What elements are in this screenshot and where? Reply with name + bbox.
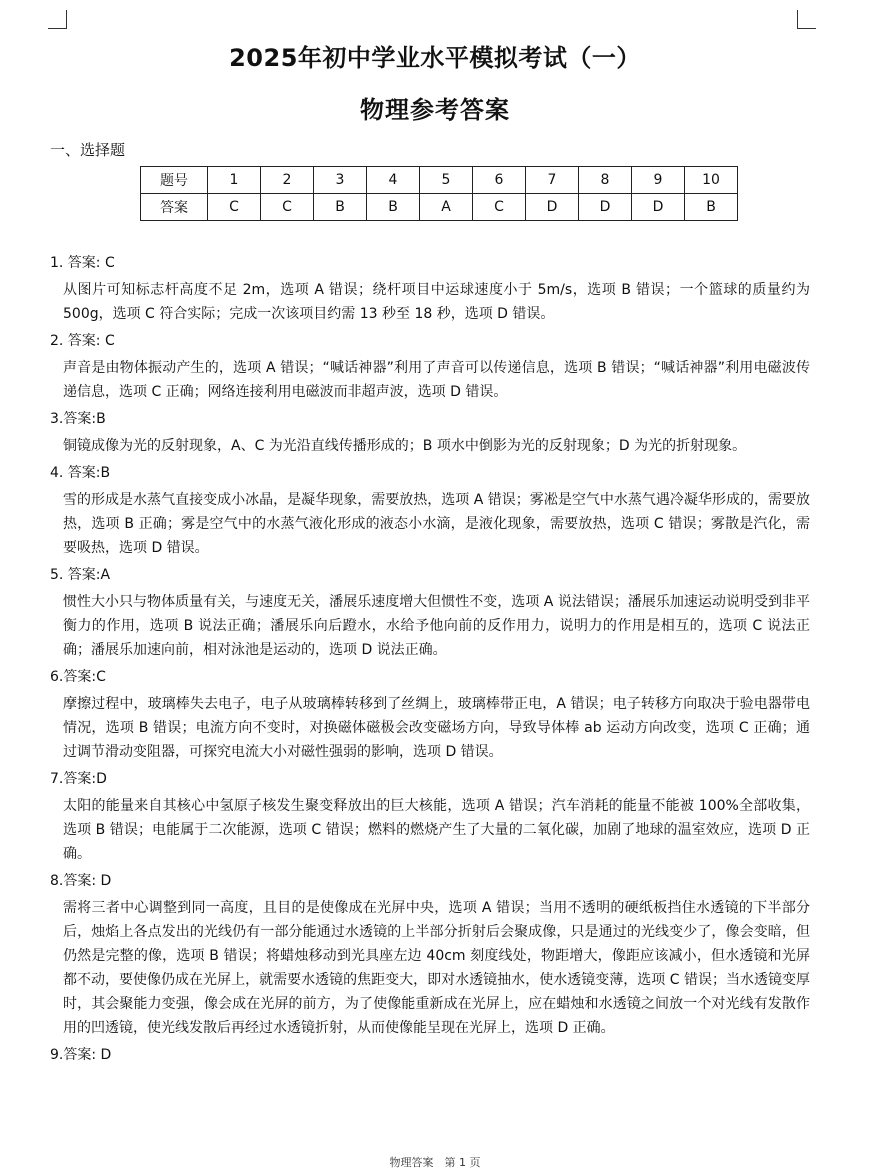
answer-explanation: 从图片可知标志杆高度不足 2m，选项 A 错误；绕杆项目中运球速度小于 5m/s，选项 B 错误；一个篮球的质量约为 500g，选项 C 符合实际；完成一次该项目约需 13 秒至 18 秒，选项 D 错误。 — [63, 282, 810, 322]
table-cell-answer: C — [473, 194, 526, 221]
answer-explanation: 需将三者中心调整到同一高度，且目的是使像成在光屏中央，选项 A 错误；当用不透明的硬纸板挡住水透镜的下半部分后，烛焰上各点发出的光线仍有一部分能通过水透镜的上半部分折射后会聚成像，只是通过的光线变少了，像会变暗，但仍然是完整的像，选项 B 错误；将蜡烛移动到光具座左边 40cm 刻度线处，物距增大，像距应该减小，但水透镜和光屏都不动，要使像仍成在光屏上，就需要水透镜的焦距变大，即对水透镜抽水，使水透镜变薄，选项 C 错误；当水透镜变厚时，其会聚能力变强，像会成在光屏的前方，为了使像能重新成在光屏上，应在蜡烛和水透镜之间放一个对光线有发散作用的凹透镜，使光线发散后再经过水透镜折射，从而使像能呈现在光屏上，选项 D 正确。 — [63, 900, 810, 1036]
table-row-answers — [141, 194, 738, 221]
table-cell-number: 4 — [367, 167, 420, 194]
answer-heading: 3.答案:B — [50, 411, 106, 427]
table-cell-number: 9 — [632, 167, 685, 194]
answer-explanation: 铜镜成像为光的反射现象，A、C 为光沿直线传播形成的；B 项水中倒影为光的反射现象；D 为光的折射现象。 — [63, 438, 747, 454]
answer-item-1 — [50, 252, 810, 326]
answer-explanation: 雪的形成是水蒸气直接变成小冰晶，是凝华现象，需要放热，选项 A 错误；雾凇是空气中水蒸气遇冷凝华形成的，需要放热，选项 B 正确；雾是空气中的水蒸气液化形成的液态小水滴，是液化现象，需要放热，选项 C 错误；雾散是汽化，需要吸热，选项 D 错误。 — [63, 492, 810, 556]
answer-explanation: 摩擦过程中，玻璃棒失去电子，电子从玻璃棒转移到了丝绸上，玻璃棒带正电，A 错误；电子转移方向取决于验电器带电情况，选项 B 错误；电流方向不变时，对换磁体磁极会改变磁场方向，导致导体棒 ab 运动方向改变，选项 C 正确；通过调节滑动变阻器，可探究电流大小对磁性强弱的影响，选项 D 错误。 — [63, 696, 810, 760]
answer-item-7 — [50, 768, 810, 866]
answer-heading: 8.答案: D — [50, 873, 112, 889]
answer-heading: 4. 答案:B — [50, 465, 111, 481]
table-cell-number: 8 — [579, 167, 632, 194]
answer-table — [140, 166, 738, 221]
table-cell-number: 5 — [420, 167, 473, 194]
table-cell-number: 3 — [314, 167, 367, 194]
table-cell-number: 1 — [208, 167, 261, 194]
answer-item-3 — [50, 408, 810, 458]
section-heading: 一、选择题 — [50, 141, 126, 159]
answer-explanation: 声音是由物体振动产生的，选项 A 错误；“喊话神器”利用了声音可以传递信息，选项 B 错误；“喊话神器”利用电磁波传递信息，选项 C 正确；网络连接利用电磁波而非超声波，选项 D 错误。 — [63, 360, 810, 400]
table-cell-answer: A — [420, 194, 473, 221]
answer-heading: 7.答案:D — [50, 771, 107, 787]
crop-mark-left — [48, 10, 67, 29]
answer-item-9 — [50, 1044, 810, 1067]
table-cell-number: 6 — [473, 167, 526, 194]
answer-heading: 5. 答案:A — [50, 567, 111, 583]
table-cell-number: 7 — [526, 167, 579, 194]
table-answer-label: 答案 — [141, 194, 208, 221]
answer-heading: 2. 答案: C — [50, 333, 115, 349]
table-cell-number: 2 — [261, 167, 314, 194]
answer-explanations — [50, 252, 810, 1070]
table-row-numbers — [141, 167, 738, 194]
answer-explanation: 惯性大小只与物体质量有关，与速度无关，潘展乐速度增大但惯性不变，选项 A 说法错误；潘展乐加速运动说明受到非平衡力的作用，选项 B 说法正确；潘展乐向后蹬水，水给予他向前的反作用力，说明力的作用是相互的，选项 C 说法正确；潘展乐加速向前，相对泳池是运动的，选项 D 说法正确。 — [63, 594, 810, 658]
table-cell-answer: D — [632, 194, 685, 221]
page-title: 2025年初中学业水平模拟考试（一） — [229, 44, 641, 72]
answer-item-8 — [50, 870, 810, 1040]
answer-item-4 — [50, 462, 810, 560]
answer-item-6 — [50, 666, 810, 764]
answer-item-5 — [50, 564, 810, 662]
table-cell-answer: C — [261, 194, 314, 221]
table-cell-answer: D — [579, 194, 632, 221]
page-footer: 物理答案 第 1 页 — [389, 1156, 481, 1169]
table-cell-number: 10 — [685, 167, 738, 194]
page-subtitle: 物理参考答案 — [360, 96, 510, 124]
answer-heading: 1. 答案: C — [50, 255, 115, 271]
answer-explanation: 太阳的能量来自其核心中氢原子核发生聚变释放出的巨大核能，选项 A 错误；汽车消耗的能量不能被 100%全部收集，选项 B 错误；电能属于二次能源，选项 C 错误；燃料的燃烧产生了大量的二氧化碳，加剧了地球的温室效应，选项 D 正确。 — [63, 798, 810, 862]
answer-heading: 6.答案:C — [50, 669, 106, 685]
table-header-label: 题号 — [141, 167, 208, 194]
table-cell-answer: B — [367, 194, 420, 221]
table-cell-answer: D — [526, 194, 579, 221]
table-cell-answer: B — [685, 194, 738, 221]
answer-item-2 — [50, 330, 810, 404]
answer-heading: 9.答案: D — [50, 1047, 112, 1063]
table-cell-answer: B — [314, 194, 367, 221]
crop-mark-right — [797, 10, 816, 29]
table-cell-answer: C — [208, 194, 261, 221]
